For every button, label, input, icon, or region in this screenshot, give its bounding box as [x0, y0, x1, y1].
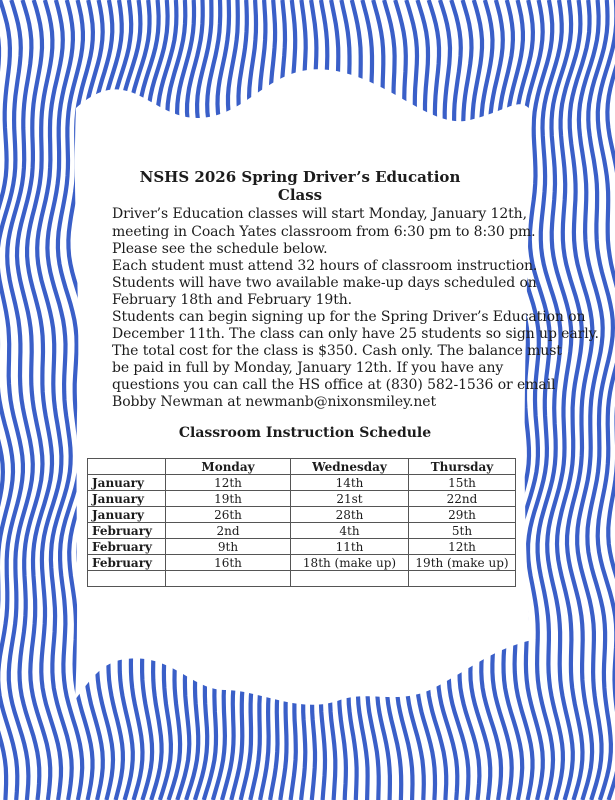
date-cell: 28th	[291, 507, 409, 523]
date-cell: 5th	[409, 523, 516, 539]
table-row	[88, 555, 516, 571]
paragraph-line: Driver’s Education classes will start Monday, January 12th,	[112, 206, 527, 222]
date-cell: 15th	[409, 475, 516, 491]
date-cell: 18th (make up)	[291, 555, 409, 571]
month-cell: February	[88, 523, 166, 539]
table-row-empty	[88, 571, 516, 587]
date-cell: 11th	[291, 539, 409, 555]
date-cell: 4th	[291, 523, 409, 539]
paragraph-line: The total cost for the class is $350. Cash only. The balance must	[112, 343, 562, 359]
month-cell: February	[88, 555, 166, 571]
paragraph-line: Students can begin signing up for the Spring Driver’s Education on	[112, 309, 586, 325]
paragraph-line: Please see the schedule below.	[112, 241, 328, 257]
table-row	[88, 507, 516, 523]
column-header-monday: Monday	[166, 459, 291, 475]
schedule-title: Classroom Instruction Schedule	[178, 425, 432, 441]
flyer-title: NSHS 2026 Spring Driver’s Education Class	[139, 168, 461, 204]
date-cell: 14th	[291, 475, 409, 491]
date-cell: 21st	[291, 491, 409, 507]
date-cell	[409, 571, 516, 587]
date-cell: 26th	[166, 507, 291, 523]
paragraph-line: questions you can call the HS office at (830) 582-1536 or email	[112, 377, 556, 393]
month-cell: February	[88, 539, 166, 555]
paragraph-line: be paid in full by Monday, January 12th. If you have any	[112, 360, 504, 376]
paragraph-line: Students will have two available make-up days scheduled on	[112, 275, 537, 291]
month-cell	[88, 571, 166, 587]
paragraph-line: Each student must attend 32 hours of classroom instruction.	[112, 258, 538, 274]
table-row	[88, 475, 516, 491]
month-cell: January	[88, 475, 166, 491]
paragraph-line: February 18th and February 19th.	[112, 292, 352, 308]
schedule-table	[87, 458, 516, 587]
month-cell: January	[88, 507, 166, 523]
paragraph-line: meeting in Coach Yates classroom from 6:30 pm to 8:30 pm.	[112, 224, 536, 240]
date-cell: 16th	[166, 555, 291, 571]
date-cell	[291, 571, 409, 587]
month-cell: January	[88, 491, 166, 507]
date-cell: 2nd	[166, 523, 291, 539]
date-cell: 19th	[166, 491, 291, 507]
column-header-wednesday: Wednesday	[291, 459, 409, 475]
date-cell: 12th	[166, 475, 291, 491]
date-cell: 29th	[409, 507, 516, 523]
table-row	[88, 491, 516, 507]
date-cell	[166, 571, 291, 587]
date-cell: 22nd	[409, 491, 516, 507]
paragraph-line: December 11th. The class can only have 25 students so sign up early.	[112, 326, 599, 342]
date-cell: 19th (make up)	[409, 555, 516, 571]
date-cell: 12th	[409, 539, 516, 555]
date-cell: 9th	[166, 539, 291, 555]
column-header-thursday: Thursday	[409, 459, 516, 475]
table-header-row	[88, 459, 516, 475]
paragraph-line: Bobby Newman at newmanb@nixonsmiley.net	[112, 394, 436, 410]
table-row	[88, 539, 516, 555]
column-header	[88, 459, 166, 475]
table-row	[88, 523, 516, 539]
